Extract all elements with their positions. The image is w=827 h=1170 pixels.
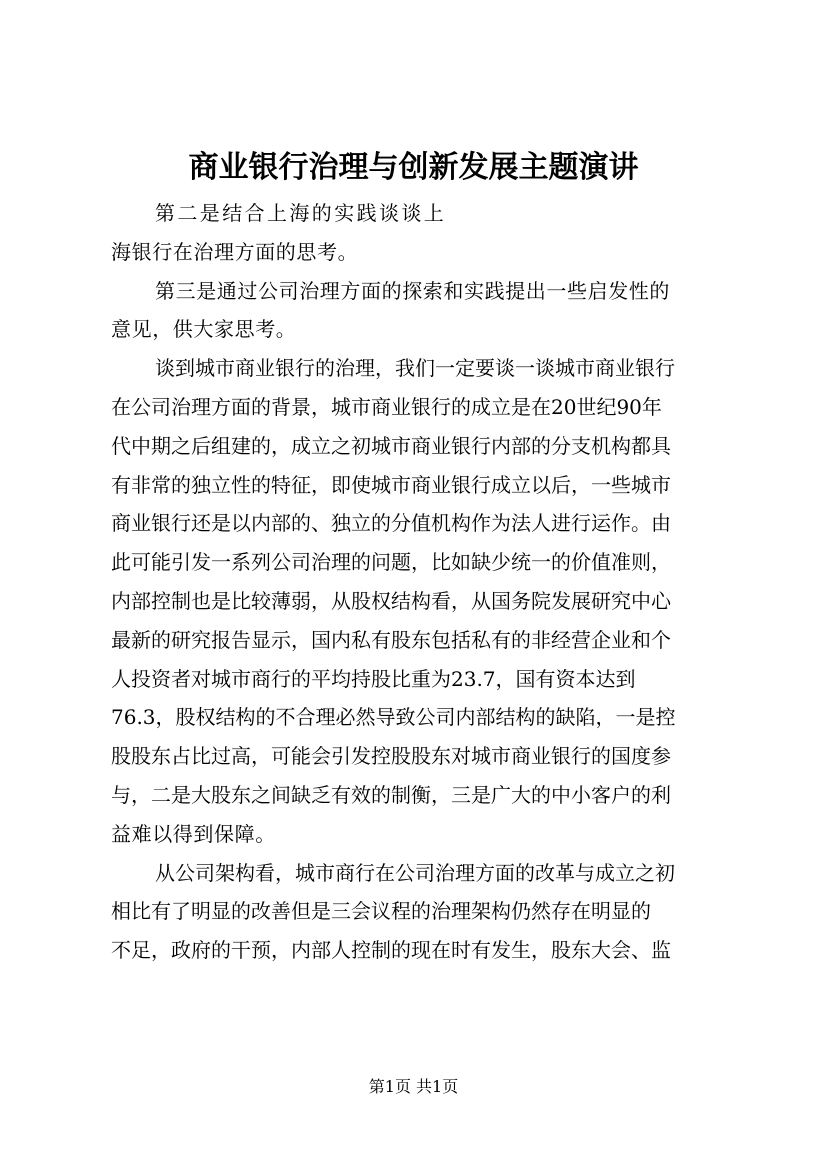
text-line: 第三是通过公司治理方面的探索和实践提出一些启发性的 [155,278,670,303]
text-line: 第二是结合上海的实践谈谈上 [155,201,447,225]
page-title: 商业银行治理与创新发展主题演讲 [188,150,639,185]
text-line: 商业银行还是以内部的、独立的分值机构作为法人进行运作。由 [111,511,671,536]
text-line: 海银行在治理方面的思考。 [111,239,359,264]
text-line: 在公司治理方面的背景，城市商业银行的成立是在20世纪90年 [111,394,662,419]
text-line: 人投资者对城市商行的平均持股比重为23.7，国有资本达到 [111,666,636,691]
text-line: 不足，政府的干预，内部人控制的现在时有发生，股东大会、监 [111,938,671,963]
text-line: 76.3，股权结构的不合理必然导致公司内部结构的缺陷，一是控 [111,705,676,730]
text-line: 谈到城市商业银行的治理，我们一定要谈一谈城市商业银行 [155,356,675,381]
text-line: 与，二是大股东之间缺乏有效的制衡，三是广大的中小客户的利 [111,782,671,807]
text-line: 股股东占比过高，可能会引发控股股东对城市商业银行的国度参 [111,744,671,769]
text-line: 代中期之后组建的，成立之初城市商业银行内部的分支机构都具 [111,433,671,458]
page-number: 第1页 共1页 [368,1077,459,1096]
text-line: 相比有了明显的改善但是三会议程的治理架构仍然存在明显的 [111,899,651,924]
text-line: 意见，供大家思考。 [111,317,297,342]
text-line: 此可能引发一系列公司治理的问题，比如缺少统一的价值准则， [111,550,671,575]
text-line: 益难以得到保障。 [111,821,276,846]
text-line: 有非常的独立性的特征，即使城市商业银行成立以后，一些城市 [111,472,671,497]
document-body [111,194,721,970]
text-line: 从公司架构看，城市商行在公司治理方面的改革与成立之初 [155,860,675,885]
text-line: 内部控制也是比较薄弱，从股权结构看，从国务院发展研究中心 [111,588,671,613]
text-line: 最新的研究报告显示，国内私有股东包括私有的非经营企业和个 [111,627,671,652]
